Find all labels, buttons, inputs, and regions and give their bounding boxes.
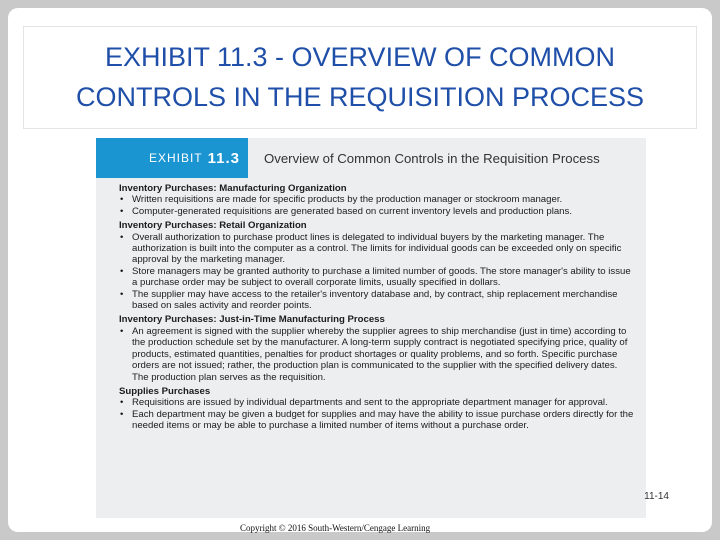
section-list-jit	[119, 326, 634, 383]
list-item: • An agreement is signed with the supplier whereby the supplier agrees to ship merchandise (just in time) according to the production schedule set by the manufacturer. A long-term supply contract is negotiated specifying price, quality of products, estimated quantities, penalties for product shortages or quality problems, and so forth. Specific purchase orders are not issued; rather, the production plan is communicated to the supplier with the specified delivery dates. The production plan serves as the requisition.	[119, 326, 634, 383]
section-list-supplies	[119, 397, 634, 431]
list-item: • The supplier may have access to the retailer's inventory database and, by contract, ship replacement merchandise based on sales activity and reorder points.	[119, 289, 634, 312]
exhibit-label	[96, 138, 248, 178]
page-number: 11-14	[644, 491, 669, 502]
slide-title	[23, 26, 697, 129]
list-item: • Written requisitions are made for specific products by the production manager or stockroom manager.	[119, 194, 634, 205]
slide	[8, 8, 712, 532]
exhibit-number: 11.3	[207, 149, 240, 167]
exhibit-label-text: EXHIBIT	[148, 151, 203, 165]
slide-title-line-1: EXHIBIT 11.3 - OVERVIEW OF COMMON	[104, 42, 616, 72]
list-item: • Overall authorization to purchase product lines is delegated to individual buyers by the marketing manager. The authorization is built into the computer as a control. The limits for individual goods can be exceeded only on specific approval by the marketing manager.	[119, 232, 634, 266]
section-heading-manufacturing: Inventory Purchases: Manufacturing Organization	[119, 183, 347, 194]
list-item: • Store managers may be granted authority to purchase a limited number of goods. The store manager's ability to issue a purchase order may be subject to overall corporate limits, usually specified in dollars.	[119, 266, 634, 289]
slide-title-line-2: CONTROLS IN THE REQUISITION PROCESS	[75, 82, 645, 112]
list-item: • Computer-generated requisitions are generated based on current inventory levels and production plans.	[119, 206, 634, 217]
list-item: • Requisitions are issued by individual departments and sent to the appropriate department manager for approval.	[119, 397, 634, 408]
section-heading-supplies: Supplies Purchases	[119, 385, 211, 397]
section-heading-retail: Inventory Purchases: Retail Organization	[119, 220, 307, 232]
exhibit-header	[96, 138, 646, 178]
copyright-notice: Copyright © 2016 South-Western/Cengage Learning	[240, 523, 431, 533]
exhibit-figure	[96, 138, 646, 518]
section-list-retail	[119, 232, 634, 312]
section-heading-jit: Inventory Purchases: Just-in-Time Manufacturing Process	[119, 314, 385, 326]
section-list-manufacturing	[119, 194, 634, 217]
exhibit-body	[96, 178, 646, 432]
exhibit-title: Overview of Common Controls in the Requisition Process	[264, 150, 600, 166]
list-item: • Each department may be given a budget for supplies and may have the ability to issue purchase orders directly for the needed items or may be able to purchase a limited number of items without a purchase order.	[119, 409, 634, 432]
